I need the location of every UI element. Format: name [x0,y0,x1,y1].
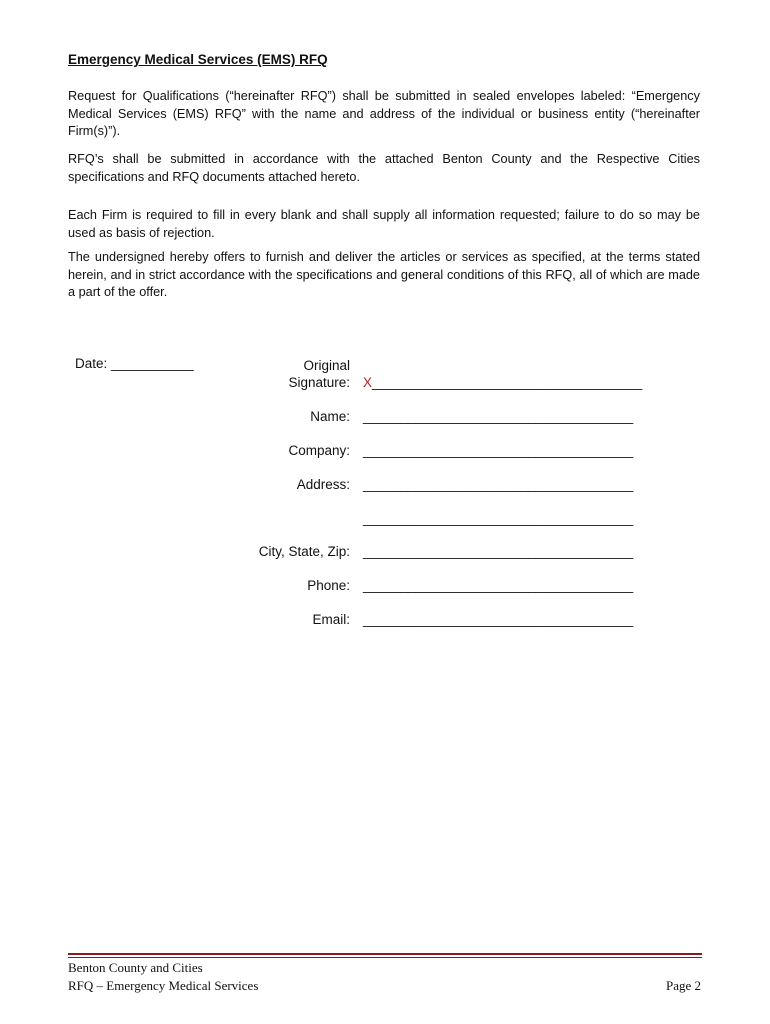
footer-document-name: RFQ – Emergency Medical Services [68,978,259,993]
paragraph-offer: The undersigned hereby offers to furnish and deliver the articles or services as specified, at the terms stated herein, and in strict accordance with the specifications and general conditions of this RFQ, all of which are made a part of the offer. [68,250,700,299]
email-field[interactable]: ____________________________________ [363,612,634,627]
paragraph-specifications: RFQ’s shall be submitted in accordance with the attached Benton County and the Respective Cities specifications and RFQ documents attached hereto. [68,152,700,184]
phone-label: Phone: [307,578,350,593]
city-state-zip-label: City, State, Zip: [258,544,350,559]
page-number: Page 2 [665,978,701,993]
name-field[interactable]: ____________________________________ [363,409,634,424]
phone-field[interactable]: ____________________________________ [363,578,634,593]
footer-rule-thin [68,957,702,958]
paragraph-rfq-submission: Request for Qualifications (“hereinafter RFQ”) shall be submitted in sealed envelopes labeled: “Emergency Medical Services (EMS) RFQ” with the name and address of the individual or business entity (“hereinafter Firm(s)”). [68,89,700,138]
paragraph-requirements: Each Firm is required to fill in every blank and shall supply all information requested; failure to do so may be used as basis of rejection. [68,208,700,240]
signature-label-line2: Signature: [288,375,350,390]
signature-field[interactable] [363,374,642,391]
document-title: Emergency Medical Services (EMS) RFQ [68,52,328,67]
address-field-line2[interactable]: ____________________________________ [363,511,634,526]
footer-rule [68,953,702,955]
address-field-line1[interactable]: ____________________________________ [363,477,634,492]
footer-organization: Benton County and Cities [68,960,203,975]
city-state-zip-field[interactable]: ____________________________________ [363,544,634,559]
signature-blank: ____________________________________ [372,375,643,390]
signature-label-line1: Original [303,358,350,373]
email-label: Email: [312,612,350,627]
name-label: Name: [310,409,350,424]
address-label: Address: [296,477,350,492]
signature-x-mark: X [363,375,373,390]
date-field[interactable]: Date: ___________ [75,356,194,371]
company-label: Company: [288,443,350,458]
company-field[interactable]: ____________________________________ [363,443,634,458]
